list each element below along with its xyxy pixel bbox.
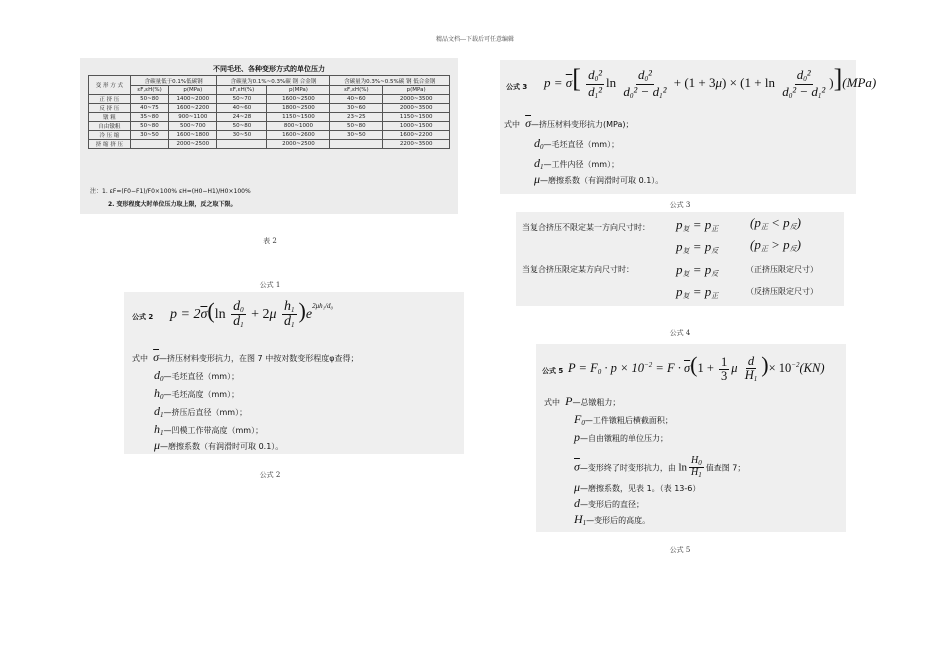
formula3-label: 公式 3 <box>506 83 528 91</box>
caption-f3: 公式 3 <box>669 201 691 209</box>
table-cell: 1150~1500 <box>267 113 330 122</box>
table-cell: 30~60 <box>330 104 383 113</box>
table-cell: 2000~2500 <box>267 140 330 149</box>
table-cell: 40~75 <box>130 104 168 113</box>
formula5-item-p: p—自由镦粗的单位压力； <box>574 430 668 444</box>
formula5-item-mu: μ—磨擦系数，见表 1。（表 13-6） <box>574 480 701 494</box>
formula3-panel <box>500 60 877 194</box>
table-row <box>89 122 450 131</box>
table2-subhead: p(MPa) <box>267 86 330 95</box>
table-cell: 2200~3500 <box>383 140 450 149</box>
table-row <box>89 104 450 113</box>
formula4-panel <box>516 212 844 306</box>
where-label: 式中 <box>132 354 148 363</box>
formula5-equation: $P = F_0 \cdot p \times 10^{-2} = F \cdot \overline{\sigma}(1$ + $\frac{1}{3}$ μ $\frac{d}{H_1}$ )× $10^{-2}(KN)$ <box>568 352 825 384</box>
table-row <box>89 131 450 140</box>
table2-note1: 注：1. εF=(F0−F1)/F0×100% εH=(H0−H1)/H0×100% <box>90 188 251 195</box>
caption-f5: 公式 5 <box>669 546 691 554</box>
formula5-item-d: d—变形后的直径； <box>574 496 644 510</box>
table2 <box>88 75 450 149</box>
formula2-equation: $p = 2\overline{\sigma}(\ln$ $\frac{d_0}{d_1}$ + 2μ $\frac{h_1}{d_1}$ )$e^{2\mu h_1/d_0}$ <box>170 298 333 330</box>
formula3-item-text: —磨擦系数（有润滑时可取 0.1）。 <box>540 176 664 185</box>
table-cell: 800~1000 <box>267 122 330 131</box>
table-cell: 1600~1800 <box>169 131 217 140</box>
table-cell: 自由镦粗 <box>89 122 131 131</box>
formula5-item-H1: $H_1—$变形后的高度。 <box>574 512 651 527</box>
formula2-item-text: —凹模工作带高度（mm）； <box>163 426 264 435</box>
formula3-item-d0: $d_0—$毛坯直径（mm）； <box>534 136 620 151</box>
table-cell: 1000~1500 <box>383 122 450 131</box>
formula4-cond1: 当复合挤压不限定某一方向尺寸时： <box>522 223 650 232</box>
formula2-item-text: —毛坯直径（mm）； <box>163 372 240 381</box>
formula3-item-d1: $d_1—$工件内径（mm）； <box>534 156 620 171</box>
table-cell: 50~80 <box>130 122 168 131</box>
caption-table2: 表 2 <box>263 237 277 245</box>
table-cell: 40~60 <box>330 95 383 104</box>
table-cell <box>330 140 383 149</box>
table-cell: 挤 缩 挤 压 <box>89 140 131 149</box>
formula5-panel <box>536 344 846 532</box>
formula4-cond-ineq2: $(p_正 > p_反)$ <box>750 237 801 253</box>
table2-subhead: εF,εH(%) <box>330 86 383 95</box>
caption-f4: 公式 4 <box>669 329 691 337</box>
formula2-item-text: —挤压材料变形抗力，在图 7 中按对数变形程度φ查得； <box>159 354 359 363</box>
formula2-label: 公式 2 <box>132 313 154 321</box>
table-cell: 50~70 <box>217 95 267 104</box>
table-cell: 500~700 <box>169 122 217 131</box>
table-cell: 1800~2500 <box>267 104 330 113</box>
formula2-item-h0: $h_0—$毛坯高度（mm）； <box>154 386 240 401</box>
table-cell: 2000~3500 <box>383 95 450 104</box>
table-cell <box>217 140 267 149</box>
formula5-item-text: —工件镦粗后横截面积； <box>584 416 673 425</box>
table-cell: 30~50 <box>130 131 168 140</box>
table-cell: 24~28 <box>217 113 267 122</box>
table-cell: 正 挤 压 <box>89 95 131 104</box>
formula4-note4: （反挤压限定尺寸） <box>746 287 818 296</box>
where-label: 式中 <box>544 398 560 407</box>
table2-group: 含碳量为0.3%~0.5%碳 钢 低合金钢 <box>330 76 450 86</box>
table-cell: 50~80 <box>130 95 168 104</box>
table-cell: 1600~2600 <box>267 131 330 140</box>
formula4-cond-ineq1: $(p_正 < p_反)$ <box>750 215 801 231</box>
formula2-item-text: —磨擦系数（有润滑时可取 0.1）。 <box>160 442 284 451</box>
caption-f2: 公式 2 <box>259 471 281 479</box>
formula2-item-mu: μ—磨擦系数（有润滑时可取 0.1）。 <box>154 438 284 452</box>
table2-subhead: εF,εH(%) <box>130 86 168 95</box>
formula5-item-text: —变形后的高度。 <box>586 516 651 525</box>
table-cell: 1600~2200 <box>383 131 450 140</box>
formula3-equation: $p = \overline{\sigma}$[ $\frac{d_0^2}{d_1^2}$ ln $\frac{d_0^2}{d_0^2 - d_1^2}$ + (1 + 3μ) × (1 + ln $\frac{d_0^2}{d_0^2 - d_1^2}$ )](MPa) <box>544 64 877 100</box>
table-row <box>89 140 450 149</box>
formula5-item-text: —自由镦粗的单位压力； <box>580 434 668 443</box>
table-row <box>89 95 450 104</box>
table-cell: 1600~2500 <box>267 95 330 104</box>
table2-subhead: p(MPa) <box>169 86 217 95</box>
table-cell: 30~50 <box>217 131 267 140</box>
table-cell: 2000~3500 <box>383 104 450 113</box>
formula5-deform-text: —变形终了时变形抗力，由 <box>579 463 676 473</box>
table-cell: 40~60 <box>217 104 267 113</box>
table2-group: 含碳量低于0.1%低碳钢 <box>130 76 217 86</box>
formula5-unit: (KN) <box>799 361 825 375</box>
table-cell: 23~25 <box>330 113 383 122</box>
table2-subhead: εF,εH(%) <box>217 86 267 95</box>
formula4-eq1: $p_复 = p_正$ <box>676 217 719 233</box>
formula2-item-text: —挤压后直径（mm）； <box>163 408 248 417</box>
formula2-item-text: —毛坯高度（mm）； <box>163 390 240 399</box>
table2-group: 含碳量为0.1%~0.3%碳 钢 合金钢 <box>217 76 330 86</box>
formula2-item-h1: $h_1—$凹模工作带高度（mm）； <box>154 422 264 437</box>
formula3-item-mu: μ—磨擦系数（有润滑时可取 0.1）。 <box>534 172 664 186</box>
formula4-note3: （正挤压限定尺寸） <box>746 265 818 274</box>
formula2-item-d0: $d_0—$毛坯直径（mm）； <box>154 368 240 383</box>
formula5-item-text: 值查图 7； <box>705 463 746 473</box>
table-cell <box>130 140 168 149</box>
table-cell: 50~80 <box>217 122 267 131</box>
where-label: 式中 <box>504 120 520 129</box>
table-cell: 2000~2500 <box>169 140 217 149</box>
table-cell: 反 挤 压 <box>89 104 131 113</box>
formula5-item-text: —总镦粗力； <box>572 398 621 407</box>
formula3-unit: (MPa) <box>842 75 877 90</box>
table-cell: 30~50 <box>330 131 383 140</box>
formula5-label: 公式 5 <box>542 367 564 375</box>
table2-panel <box>80 58 458 214</box>
formula2-item-d1: $d_1—$挤压后直径（mm）； <box>154 404 248 419</box>
formula3-item-text: —工件内径（mm）； <box>543 160 620 169</box>
formula3-item-sigma: 式中 $\overline{\sigma}—$挤压材料变形抗力(MPa)； <box>504 116 634 130</box>
formula5-item-sigma: $\overline{\sigma}—$变形终了时变形抗力，由 ln $\frac{H_0}{H_1}$ 值查图 7； <box>574 455 746 480</box>
formula5-item-F0: $F_0—$工件镦粗后横截面积； <box>574 412 673 427</box>
table2-head-method: 变 形 方 式 <box>89 76 131 95</box>
page-header: 精品文档---下载后可任意编辑 <box>435 36 515 43</box>
table-cell: 镦 粗 <box>89 113 131 122</box>
formula5-item-text: —变形后的直径； <box>580 500 644 509</box>
table-cell: 1150~1500 <box>383 113 450 122</box>
table2-note2: 2. 变形程度大时单位压力取上限，反之取下限。 <box>108 201 237 208</box>
table-row <box>89 113 450 122</box>
formula2-item-sigma: 式中 $\overline{\sigma}—$挤压材料变形抗力，在图 7 中按对数变形程度φ查得； <box>132 350 359 364</box>
formula5-item-P: 式中 P—总镦粗力； <box>544 394 621 408</box>
table-cell: 900~1100 <box>169 113 217 122</box>
table-cell: 冷 压 缩 <box>89 131 131 140</box>
formula3-item-text: —挤压材料变形抗力(MPa)； <box>531 120 634 129</box>
formula5-ln: ln <box>678 461 688 474</box>
table-cell: 35~80 <box>130 113 168 122</box>
formula3-item-text: —毛坯直径（mm）； <box>543 140 620 149</box>
formula4-cond2: 当复合挤压限定某方向尺寸时： <box>522 265 634 274</box>
formula4-eq2: $p_复 = p_反$ <box>676 239 719 255</box>
table-cell: 50~80 <box>330 122 383 131</box>
formula5-item-text: —磨擦系数，见表 1。（表 13-6） <box>580 484 701 493</box>
table-cell: 1600~2200 <box>169 104 217 113</box>
formula4-eq4: $p_复 = p_正$ <box>676 284 719 300</box>
formula2-panel <box>124 292 464 454</box>
table2-subhead: p(MPa) <box>383 86 450 95</box>
table-cell: 1400~2000 <box>169 95 217 104</box>
caption-f1: 公式 1 <box>259 281 281 289</box>
formula4-eq3: $p_复 = p_反$ <box>676 262 719 278</box>
table2-title: 不同毛坯、各种变形方式的单位压力 <box>213 65 325 73</box>
